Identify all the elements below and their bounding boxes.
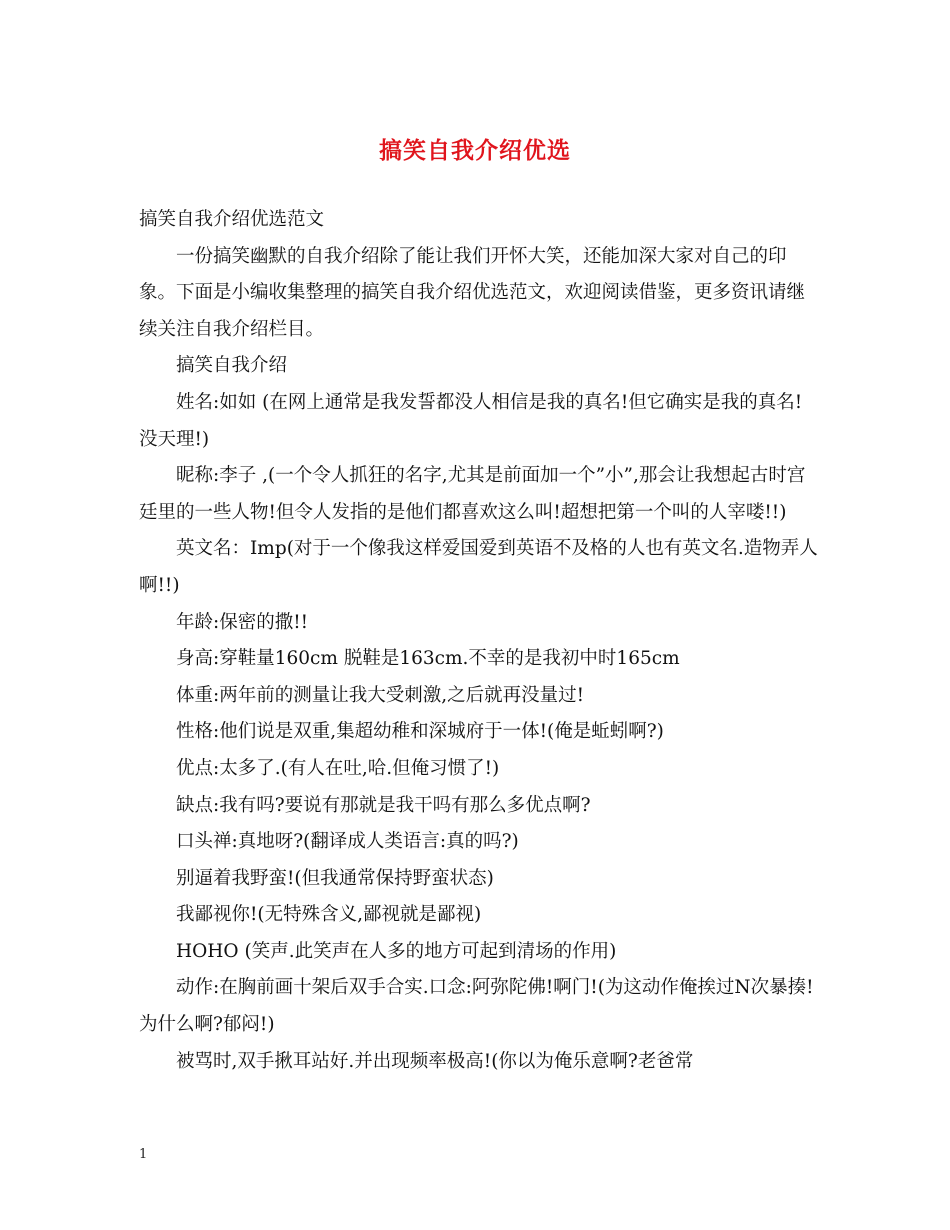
paragraph-scolded: 被骂时,双手揪耳站好.并出现频率极高!(你以为俺乐意啊?老爸常 <box>176 1050 694 1072</box>
paragraph-catchphrase: 口头禅:真地呀?(翻译成人类语言:真的吗?) <box>176 831 519 853</box>
paragraph-strengths: 优点:太多了.(有人在吐,哈.但俺习惯了!) <box>176 757 500 779</box>
page-number: 1 <box>139 1147 148 1162</box>
paragraph-weight: 体重:两年前的测量让我大受刺激,之后就再没量过! <box>176 684 585 706</box>
paragraph-subtitle: 搞笑自我介绍优选范文 <box>139 209 325 230</box>
paragraph-action: 动作:在胸前画十架后双手合实.口念:阿弥陀佛!啊门!(为这动作俺挨过N次暴揍!为什么啊?郁闷!) <box>139 977 814 1036</box>
paragraph-catchphrase-4: HOHO (笑声.此笑声在人多的地方可起到清场的作用) <box>176 940 617 962</box>
paragraph-catchphrase-2: 别逼着我野蛮!(但我通常保持野蛮状态) <box>176 867 494 889</box>
paragraph-intro: 一份搞笑幽默的自我介绍除了能让我们开怀大笑，还能加深大家对自己的印象。下面是小编收集整理的搞笑自我介绍优选范文，欢迎阅读借鉴，更多资讯请继续关注自我介绍栏目。 <box>139 245 806 340</box>
paragraph-english-name: 英文名：Imp(对于一个像我这样爱国爱到英语不及格的人也有英文名.造物弄人啊!!) <box>139 538 818 596</box>
document-body <box>139 202 819 1080</box>
paragraph-height: 身高:穿鞋量160cm 脱鞋是163cm.不幸的是我初中时165cm <box>176 648 680 670</box>
document-title: 搞笑自我介绍优选 <box>379 137 571 164</box>
paragraph-age: 年龄:保密的撒!! <box>176 611 309 633</box>
paragraph-weaknesses: 缺点:我有吗?要说有那就是我干吗有那么多优点啊? <box>176 794 591 816</box>
paragraph-nickname: 昵称:李子 ,(一个令人抓狂的名字,尤其是前面加一个”小”,那会让我想起古时宫廷里的一些人物!但令人发指的是他们都喜欢这么叫!超想把第一个叫的人宰喽!!) <box>139 465 806 523</box>
paragraph-personality: 性格:他们说是双重,集超幼稚和深城府于一体!(俺是蚯蚓啊?) <box>176 721 664 743</box>
paragraph-name: 姓名:如如 (在网上通常是我发誓都没人相信是我的真名!但它确实是我的真名!没天理!) <box>139 391 803 450</box>
paragraph-section-heading: 搞笑自我介绍 <box>176 355 288 377</box>
paragraph-catchphrase-3: 我鄙视你!(无特殊含义,鄙视就是鄙视) <box>176 904 482 926</box>
